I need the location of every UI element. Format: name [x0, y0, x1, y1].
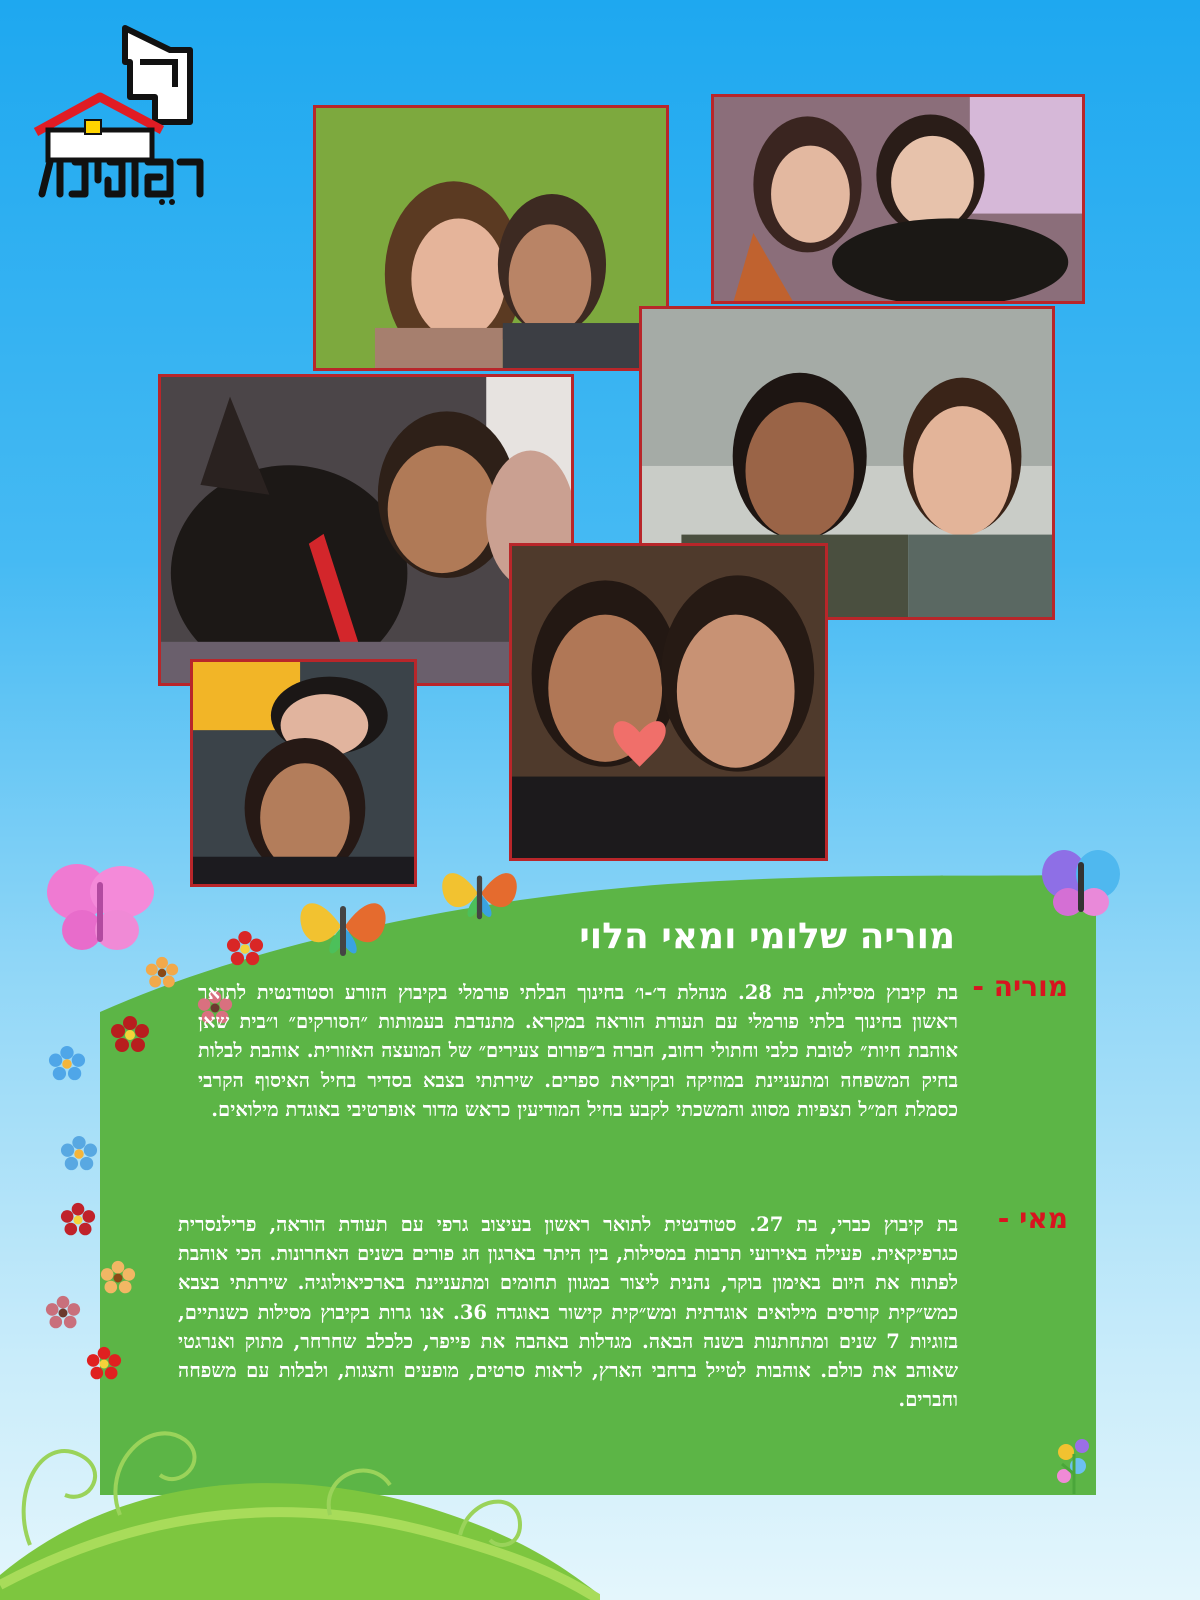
kibbutz-logo — [30, 22, 210, 207]
rainbow-butterfly-icon — [293, 886, 393, 966]
red-flower-icon — [86, 1346, 122, 1382]
bio-text: בת קיבוץ מסילות, בת 28. מנהלת ד׳-ו׳ בחינוך הבלתי פורמלי בקיבוץ הזורע וסטודנטית לתואר ראשון בחינוך בלתי פורמלי עם תעודת הוראה במקרא. מתנדבת בעמותות ״הסורקים״ ו״בית שאן אוהבת חיות״ לטובת כלבי וחתולי רחוב, חברה ב״פורום צעירים״ של המועצה האזורית. אוהבת לבלות בחיק המשפחה ומתעניינת במוזיקה ובקריאת ספרים. שירתתי בצבא בסדיר בחיל האיסוף הקרבי כסמלת חמ״ל תצפיות מסווג והמשכתי לקבע בחיל המודיעין כראש מדור אופרטיבי באוגדת מילואים. — [198, 981, 959, 1121]
red-flower-icon — [60, 1202, 96, 1238]
blue-flower-icon — [48, 1045, 86, 1083]
bio-name: מוריה - — [972, 970, 1068, 1003]
red-flower-icon — [226, 930, 264, 968]
photo-dog-selfie — [711, 94, 1085, 304]
red-flower-icon — [110, 1015, 150, 1055]
rainbow-butterfly-icon — [432, 858, 527, 928]
photo-lying-down-selfie — [190, 659, 417, 887]
decorative-vines — [0, 1395, 600, 1600]
pink-butterfly-icon — [42, 862, 157, 957]
blue-flower-icon — [60, 1135, 98, 1173]
pink-flower-icon — [45, 1295, 81, 1331]
bio-text: בת קיבוץ כברי, בת 27. סטודנטית לתואר ראשון בעיצוב גרפי עם תעודת הוראה, פרילנסרית כגרפיקאית. פעילה באירועי תרבות במסילות, בין היתר בארגון חג פורים בשנים האחרונות. הכי אוהבת לפתוח את היום באימון בוקר, נהנית ליצור במגוון תחומים ומתעניינת בארכיאולוגיה. שירתתי בצבא כמש״קית קורסים מילואים אוגדתית ומש״קית קישור באוגדה 36. אנו גרות בקיבוץ מסילות כשנתיים, בזוגיות 7 שנים ומתחתנות בשנה הבאה. מגדלות באהבה את פייפר, כלכלב שחרחר, מתוק ואנרגטי שאוהב את כולם. אוהבות לטייל ברחבי הארץ, לראות סרטים, מופעים והצגות, ולבלות עם משפחה וחברים. — [178, 1213, 958, 1412]
page-title: מוריה שלומי ומאי הלוי — [579, 916, 955, 957]
photo-paper-heart-selfie — [509, 543, 828, 861]
flower-bouquet-icon — [1052, 1434, 1097, 1494]
photo-grass-selfie — [313, 105, 669, 371]
bio-name: מאי - — [997, 1202, 1068, 1235]
purple-butterfly-icon — [1040, 848, 1122, 920]
orange-flower-icon — [145, 956, 179, 990]
orange-flower-icon — [100, 1260, 136, 1296]
